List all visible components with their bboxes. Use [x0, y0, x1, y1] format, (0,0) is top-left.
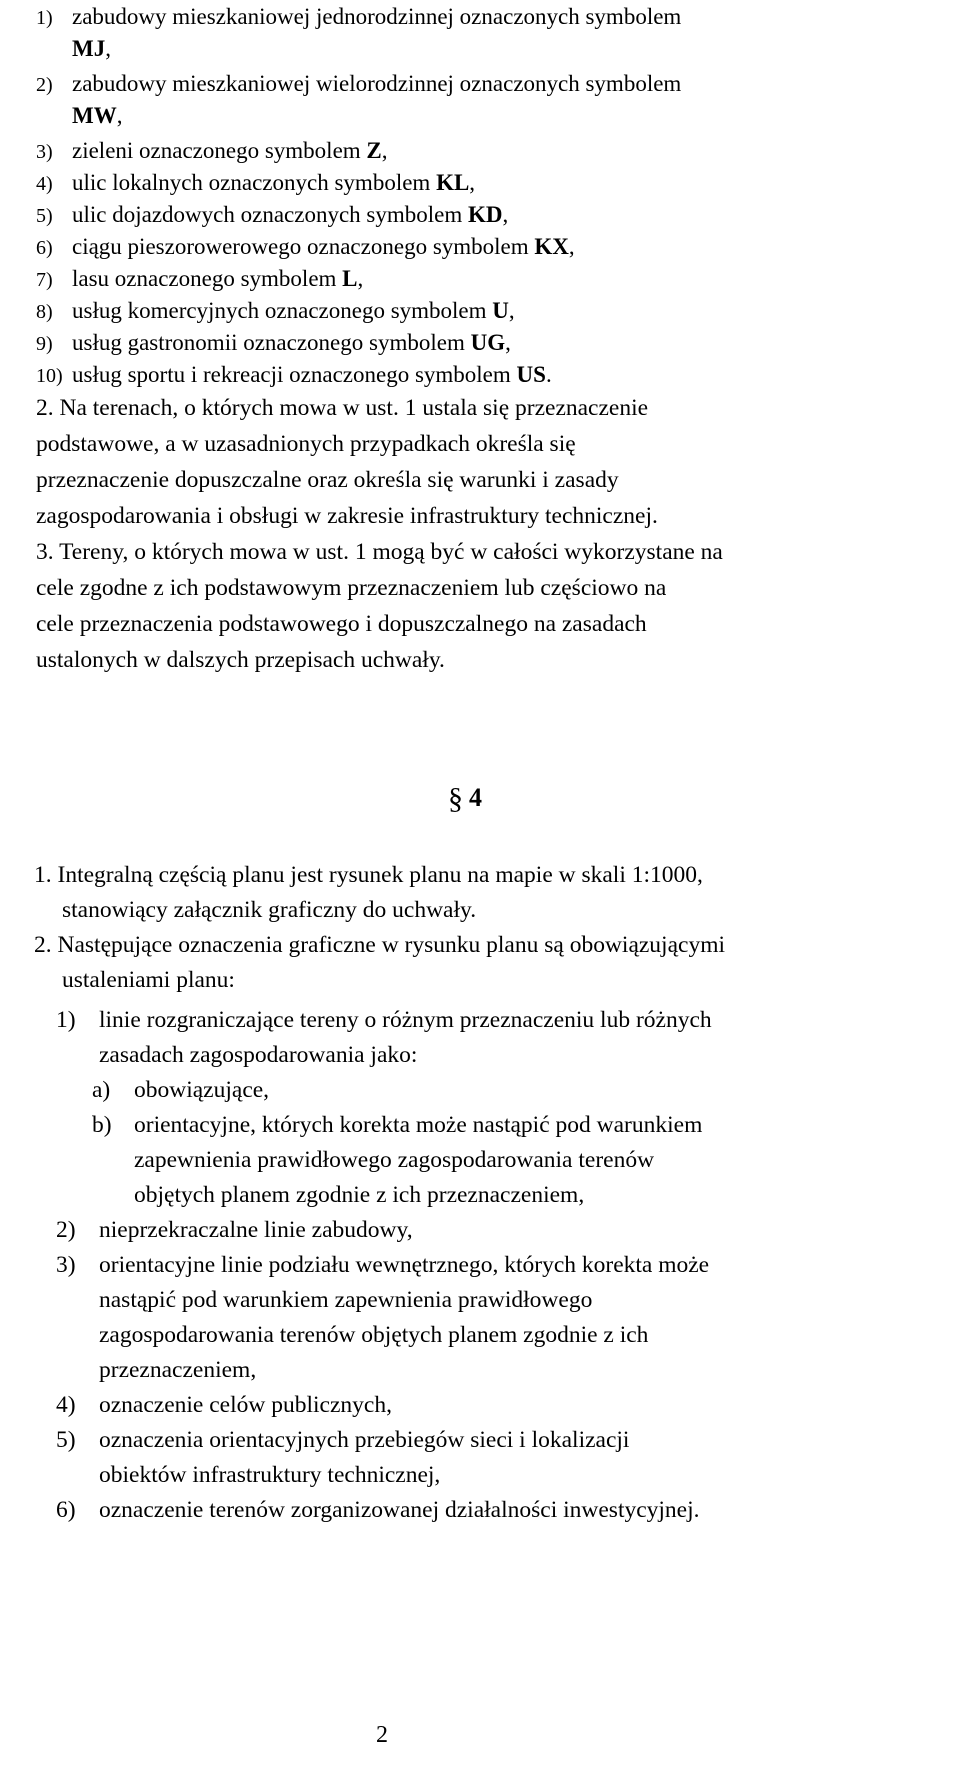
item-symbol: MW: [72, 103, 117, 128]
item-text-continuation: zapewnienia prawidłowego zagospodarowania terenów: [134, 1147, 655, 1173]
item-text: oznaczenie terenów zorganizowanej działalności inwestycyjnej.: [99, 1497, 700, 1523]
paragraph-line: przeznaczenie dopuszczalne oraz określa się warunki i zasady: [36, 467, 619, 493]
sub-list-item: [92, 1075, 270, 1105]
item-symbol: KL: [436, 170, 470, 195]
list-item: [56, 1425, 630, 1455]
item-symbol: UG: [470, 330, 506, 355]
item-suffix: ,: [381, 138, 388, 163]
item-symbol: Z: [366, 138, 382, 163]
item-suffix: ,: [508, 298, 515, 323]
list-item: [36, 136, 388, 167]
item-number: 2): [36, 74, 53, 96]
item-text: usług komercyjnych oznaczonego symbolem: [72, 298, 487, 323]
item-text: ulic dojazdowych oznaczonych symbolem: [72, 202, 463, 227]
item-number: 3): [36, 141, 53, 163]
item-text: usług sportu i rekreacji oznaczonego symbolem: [72, 362, 511, 387]
paragraph-line: cele zgodne z ich podstawowym przeznaczeniem lub częściowo na: [36, 575, 667, 601]
paragraph-line: zagospodarowania i obsługi w zakresie infrastruktury technicznej.: [36, 503, 658, 529]
item-text: linie rozgraniczające tereny o różnym przeznaczeniu lub różnych: [99, 1007, 712, 1033]
item-text-continuation: przeznaczeniem,: [99, 1357, 257, 1383]
item-suffix: ,: [505, 330, 511, 355]
list-item: [36, 69, 682, 100]
section4-paragraph-2: [34, 930, 725, 960]
item-number: a): [92, 1077, 111, 1103]
paragraph-line: Tereny, o których mowa w ust. 1 mogą być w całości wykorzystane na: [59, 539, 723, 565]
list-item: [36, 264, 364, 295]
item-number: 8): [36, 301, 53, 323]
item-number: 1): [36, 7, 53, 29]
paragraph-number: 1.: [34, 862, 52, 888]
item-text-continuation: zagospodarowania terenów objętych planem zgodnie z ich: [99, 1322, 649, 1348]
item-number: b): [92, 1112, 112, 1138]
item-text-continuation: zasadach zagospodarowania jako:: [99, 1042, 418, 1068]
list-item: [36, 232, 575, 263]
item-symbol: KD: [468, 202, 503, 227]
item-text: usług gastronomii oznaczonego symbolem: [72, 330, 465, 355]
item-text: ciągu pieszorowerowego oznaczonego symbolem: [72, 234, 529, 259]
item-number: 5): [56, 1427, 76, 1453]
paragraph-number: 3.: [36, 539, 54, 565]
item-symbol: US: [516, 362, 546, 387]
paragraph-line: ustaleniami planu:: [62, 967, 235, 993]
item-number: 4): [56, 1392, 76, 1418]
item-symbol: L: [342, 266, 358, 291]
section-heading: [448, 783, 482, 814]
list-item: [56, 1495, 700, 1525]
item-text: zieleni oznaczonego symbolem: [72, 138, 361, 163]
list-item: [36, 2, 682, 33]
list-item: [36, 360, 552, 391]
item-suffix: ,: [357, 266, 364, 291]
paragraph-number: 2.: [36, 395, 54, 421]
item-text: ulic lokalnych oznaczonych symbolem: [72, 170, 431, 195]
paragraph-line: stanowiący załącznik graficzny do uchwały.: [62, 897, 477, 923]
paragraph-number: 2.: [34, 932, 52, 958]
item-number: 3): [56, 1252, 76, 1278]
item-text: oznaczenie celów publicznych,: [99, 1392, 392, 1418]
item-text: oznaczenia orientacyjnych przebiegów sieci i lokalizacji: [99, 1427, 630, 1453]
item-number: 6): [36, 237, 53, 259]
item-number: 5): [36, 205, 53, 227]
paragraph-line: cele przeznaczenia podstawowego i dopuszczalnego na zasadach: [36, 611, 647, 637]
section4-paragraph-1: [34, 860, 703, 890]
paragraph-line: Integralną częścią planu jest rysunek planu na mapie w skali 1:1000,: [57, 862, 703, 888]
item-suffix: ,: [116, 103, 123, 128]
item-number: 6): [56, 1497, 76, 1523]
list-item: [56, 1005, 712, 1035]
item-suffix: ,: [469, 170, 476, 195]
item-suffix: ,: [502, 202, 509, 227]
page-number: 2: [376, 1722, 388, 1748]
item-text: obowiązujące,: [134, 1077, 270, 1103]
list-item-continuation: [72, 101, 122, 131]
list-item: [36, 296, 515, 327]
list-item: [36, 328, 511, 359]
list-item: [56, 1215, 413, 1245]
paragraph-line: Następujące oznaczenia graficzne w rysunku planu są obowiązującymi: [57, 932, 726, 958]
list-item: [36, 168, 476, 199]
paragraph-3: [36, 537, 723, 567]
paragraph-line: Na terenach, o których mowa w ust. 1 ustala się przeznaczenie: [59, 395, 649, 421]
item-text-continuation: nastąpić pod warunkiem zapewnienia prawidłowego: [99, 1287, 593, 1313]
item-number: 9): [36, 333, 53, 355]
item-number: 4): [36, 173, 53, 195]
item-suffix: ,: [568, 234, 575, 259]
item-text: nieprzekraczalne linie zabudowy,: [99, 1217, 413, 1243]
item-suffix: ,: [105, 36, 111, 61]
paragraph-2: [36, 393, 648, 423]
list-item: [36, 200, 509, 231]
item-text: lasu oznaczonego symbolem: [72, 266, 337, 291]
item-symbol: KX: [534, 234, 569, 259]
section-sign: §: [448, 782, 463, 815]
item-number: 10): [36, 365, 63, 387]
list-item: [56, 1390, 392, 1420]
list-item: [56, 1250, 710, 1280]
item-text-continuation: obiektów infrastruktury technicznej,: [99, 1462, 441, 1488]
sub-list-item: [92, 1110, 703, 1140]
item-text-continuation: objętych planem zgodnie z ich przeznaczeniem,: [134, 1182, 585, 1208]
item-text: orientacyjne linie podziału wewnętrznego, których korekta może: [99, 1252, 710, 1278]
item-suffix: .: [545, 362, 552, 387]
item-number: 1): [56, 1007, 76, 1033]
item-number: 2): [56, 1217, 76, 1243]
item-symbol: MJ: [72, 36, 106, 61]
paragraph-line: ustalonych w dalszych przepisach uchwały.: [36, 647, 445, 673]
item-text: zabudowy mieszkaniowej wielorodzinnej oznaczonych symbolem: [72, 71, 682, 96]
paragraph-line: podstawowe, a w uzasadnionych przypadkach określa się: [36, 431, 576, 457]
item-symbol: U: [492, 298, 509, 323]
item-text: zabudowy mieszkaniowej jednorodzinnej oznaczonych symbolem: [72, 4, 682, 29]
item-text: orientacyjne, których korekta może nastąpić pod warunkiem: [134, 1112, 703, 1138]
item-number: 7): [36, 269, 53, 291]
section-number: 4: [469, 783, 482, 812]
list-item-continuation: [72, 34, 111, 64]
